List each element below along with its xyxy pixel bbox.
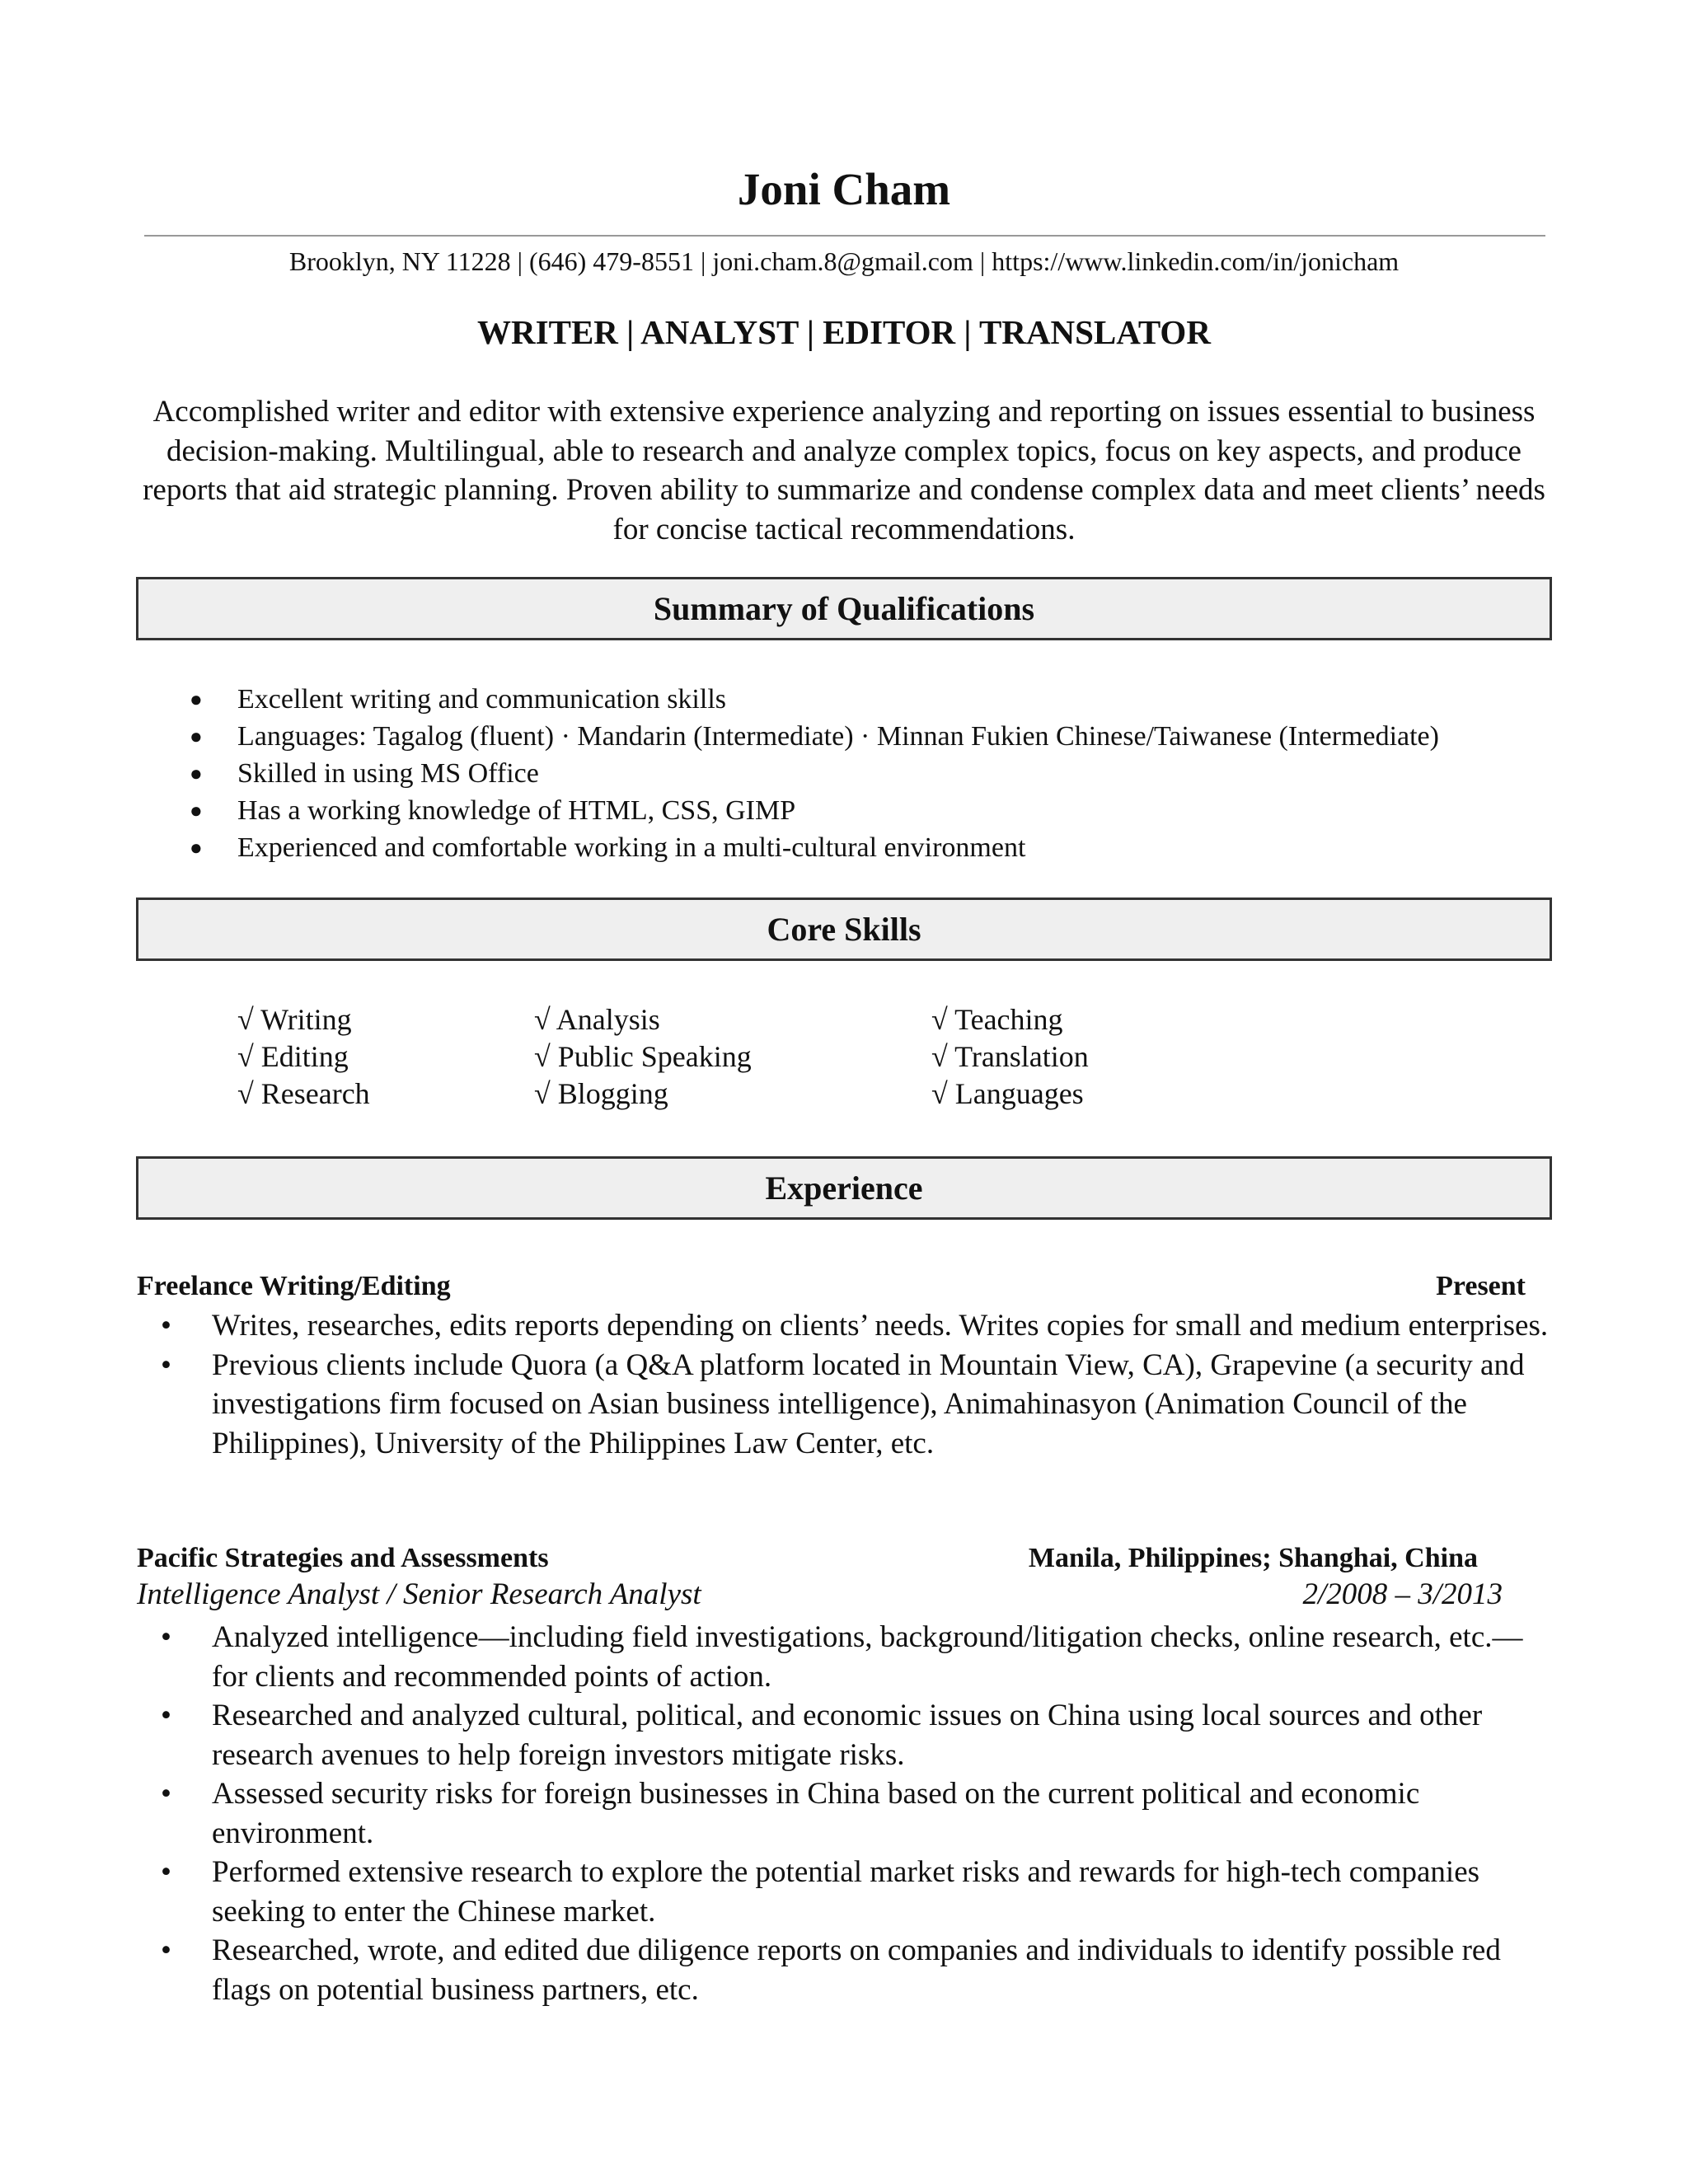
job-bullets	[136, 1618, 1554, 2009]
bullet-icon: ●	[190, 687, 203, 711]
qualifications-list	[181, 681, 1439, 866]
bullet-icon: ●	[190, 799, 203, 823]
profile-summary: Accomplished writer and editor with extensive experience analyzing and reporting on issues essential to business decision-making. Multilingual, able to research and analyze complex topics, focus on key aspects, and produce reports that aid strategic planning. Proven ability to summarize and condense complex data and meet clients’ needs for concise tactical recommendations.	[143, 395, 1545, 546]
qualification-text: Has a working knowledge of HTML, CSS, GIMP	[237, 795, 796, 826]
job-bullet-text: Performed extensive research to explore the potential market risks and rewards for high-tech companies seeking to enter the Chinese market.	[212, 1855, 1480, 1929]
skill-item: √ Writing	[237, 1003, 352, 1036]
bullet-icon: ●	[190, 836, 203, 860]
job-company: Freelance Writing/Editing	[137, 1271, 451, 1301]
bullet-icon: •	[161, 1933, 171, 1967]
list-item	[136, 1618, 1554, 1696]
skills-column-3	[931, 1001, 1089, 1113]
job-bullets	[136, 1306, 1554, 1463]
bullet-icon: •	[161, 1777, 171, 1811]
list-item	[136, 1346, 1554, 1464]
skill-item: √ Analysis	[534, 1003, 660, 1036]
job-dates: Present	[1436, 1271, 1526, 1301]
contact-line: Brooklyn, NY 11228 | (646) 479-8551 | joni.cham.8@gmail.com | https://www.linkedin.com/in/jonicham	[288, 246, 1400, 276]
qualification-text: Skilled in using MS Office	[237, 758, 539, 789]
bullet-icon: •	[161, 1855, 171, 1889]
qualification-text: Excellent writing and communication skills	[237, 684, 726, 715]
section-header-experience: Experience	[136, 1156, 1552, 1220]
qualification-text: Experienced and comfortable working in a multi-cultural environment	[237, 832, 1026, 863]
list-item	[136, 1696, 1554, 1774]
skill-item: √ Teaching	[931, 1003, 1063, 1036]
candidate-name: Joni Cham	[737, 164, 951, 214]
professional-headline: WRITER | ANALYST | EDITOR | TRANSLATOR	[477, 313, 1211, 351]
list-item	[136, 1853, 1554, 1931]
skill-item: √ Research	[237, 1077, 370, 1110]
job-bullet-text: Researched, wrote, and edited due diligence reports on companies and individuals to identify possible red flags on potential business partners, etc.	[212, 1933, 1501, 2007]
list-item	[136, 1306, 1554, 1346]
section-header-qualifications: Summary of Qualifications	[136, 577, 1552, 640]
list-item	[181, 792, 1439, 829]
skill-item: √ Editing	[237, 1040, 349, 1073]
skill-item: √ Translation	[931, 1040, 1089, 1073]
job-bullet-text: Writes, researches, edits reports depending on clients’ needs. Writes copies for small and medium enterprises.	[212, 1309, 1549, 1343]
list-item	[181, 829, 1439, 866]
job-bullet-text: Analyzed intelligence—including field investigations, background/litigation checks, online research, etc.—for clients and recommended points of action.	[212, 1620, 1523, 1694]
bullet-icon: •	[161, 1699, 171, 1732]
list-item	[136, 1774, 1554, 1853]
job-bullet-text: Previous clients include Quora (a Q&A platform located in Mountain View, CA), Grapevine (a security and investigations firm focused on Asian business intelligence), Animahinasyon (Animation Council of the Philippines), University of the Philippines Law Center, etc.	[212, 1347, 1525, 1460]
bullet-icon: •	[161, 1309, 171, 1343]
job-dates: 2/2008 – 3/2013	[1302, 1577, 1503, 1611]
qualification-text: Languages: Tagalog (fluent) · Mandarin (Intermediate) · Minnan Fukien Chinese/Taiwanese (Intermediate)	[237, 721, 1439, 752]
list-item	[181, 755, 1439, 792]
job-bullet-text: Researched and analyzed cultural, political, and economic issues on China using local sources and other research avenues to help foreign investors mitigate risks.	[212, 1699, 1483, 1772]
job-bullet-text: Assessed security risks for foreign businesses in China based on the current political and economic environment.	[212, 1777, 1420, 1850]
header-divider	[144, 235, 1545, 237]
skill-item: √ Blogging	[534, 1077, 668, 1110]
skill-item: √ Languages	[931, 1077, 1084, 1110]
bullet-icon: ●	[190, 724, 203, 748]
skills-column-2	[534, 1001, 752, 1113]
list-item	[181, 681, 1439, 718]
section-header-core-skills: Core Skills	[136, 898, 1552, 961]
skill-item: √ Public Speaking	[534, 1040, 752, 1073]
job-title: Intelligence Analyst / Senior Research Analyst	[137, 1577, 701, 1611]
bullet-icon: •	[161, 1347, 171, 1382]
bullet-icon: ●	[190, 762, 203, 785]
job-company: Pacific Strategies and Assessments	[137, 1543, 549, 1573]
list-item	[181, 718, 1439, 755]
job-location: Manila, Philippines; Shanghai, China	[1028, 1543, 1478, 1573]
skills-column-1	[237, 1001, 370, 1113]
list-item	[136, 1931, 1554, 2009]
bullet-icon: •	[161, 1620, 171, 1654]
